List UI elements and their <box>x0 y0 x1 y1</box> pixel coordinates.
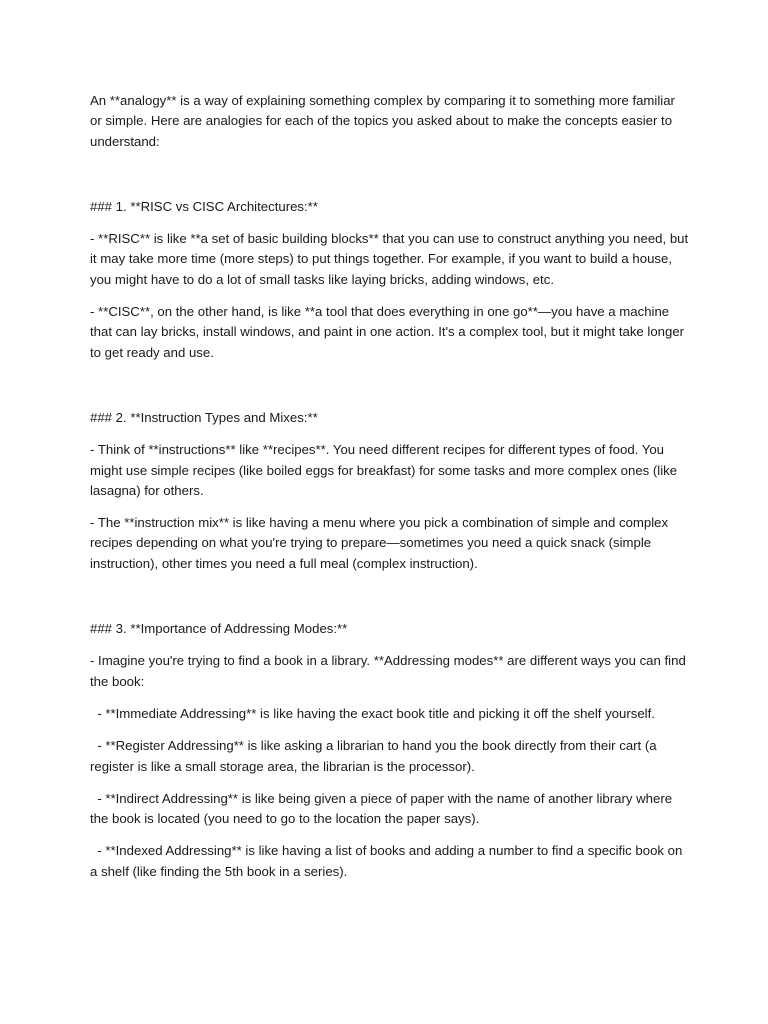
paragraph-addressing-intro: - Imagine you're trying to find a book in a library. **Addressing modes** are different ways you can find the book: <box>90 653 686 689</box>
paragraph-indirect-addressing: - **Indirect Addressing** is like being given a piece of paper with the name of another library where the book is located (you need to go to the location the paper says). <box>90 790 676 827</box>
paragraph-instruction-mix: - The **instruction mix** is like having a menu where you pick a combination of simple and complex recipes depending on what you're trying to prepare—sometimes you need a quick snack (simple instruction), other times you need a full meal (complex instruction). <box>90 515 669 571</box>
intro-paragraph: An **analogy** is a way of explaining something complex by comparing it to something more familiar or simple. Here are analogies for each of the topics you asked about to make the concepts easier to understand: <box>90 93 675 149</box>
paragraph-cisc: - **CISC**, on the other hand, is like **a tool that does everything in one go**—you have a machine that can lay bricks, install windows, and paint in one action. It's a complex tool, but it might take longer to get ready and use. <box>90 304 685 360</box>
paragraph-instructions: - Think of **instructions** like **recipes**. You need different recipes for different types of food. You might use simple recipes (like boiled eggs for breakfast) for some tasks and more complex ones (like lasagna) for others. <box>90 442 678 498</box>
paragraph-register-addressing: - **Register Addressing** is like asking a librarian to hand you the book directly from their cart (a register is like a small storage area, the librarian is the processor). <box>90 738 661 774</box>
paragraph-risc: - **RISC** is like **a set of basic building blocks** that you can use to construct anything you need, but it may take more time (more steps) to put things together. For example, if you want to build a house, you might have to do a lot of small tasks like laying bricks, adding windows, etc. <box>90 231 689 287</box>
section-heading-addressing-modes: ### 3. **Importance of Addressing Modes:** <box>90 621 348 637</box>
section-heading-risc-cisc: ### 1. **RISC vs CISC Architectures:** <box>90 198 318 214</box>
paragraph-indexed-addressing: - **Indexed Addressing** is like having a list of books and adding a number to find a specific book on a shelf (like finding the 5th book in a series). <box>90 843 687 879</box>
paragraph-immediate-addressing: - **Immediate Addressing** is like having the exact book title and picking it off the shelf yourself. <box>90 705 655 721</box>
document-body <box>90 91 690 894</box>
section-heading-instruction-types: ### 2. **Instruction Types and Mixes:** <box>90 409 318 425</box>
